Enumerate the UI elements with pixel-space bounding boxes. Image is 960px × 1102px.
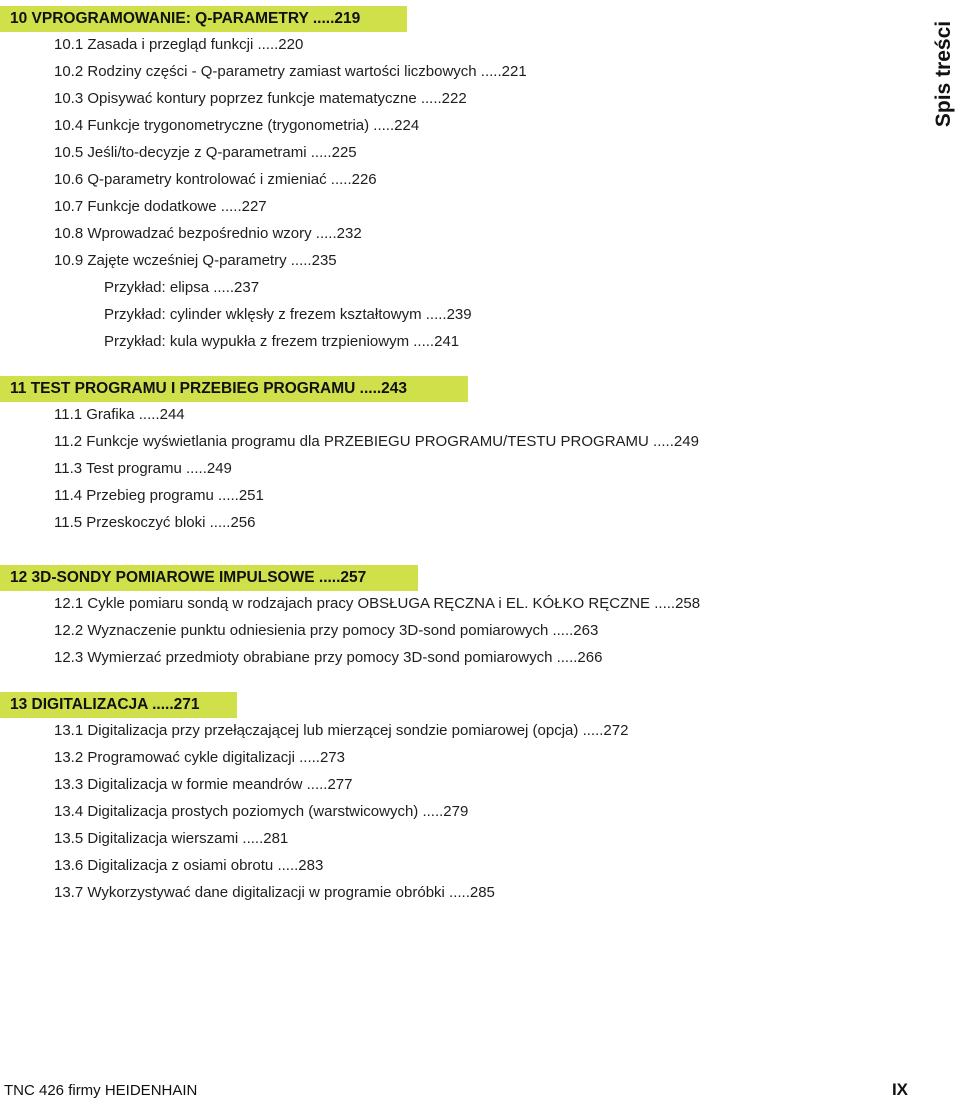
toc-entry-13-1[interactable]: 13.1 Digitalizacja przy przełączającej lub mierzącej sondzie pomiarowej (opcja) .....272: [54, 722, 629, 739]
footer-title: TNC 426 firmy HEIDENHAIN: [4, 1082, 198, 1099]
toc-entry-11-3[interactable]: 11.3 Test programu .....249: [54, 460, 232, 477]
toc-entry-13-3[interactable]: 13.3 Digitalizacja w formie meandrów .....277: [54, 776, 353, 793]
side-label-text: Spis treści: [932, 20, 955, 127]
toc-entry-10-3[interactable]: 10.3 Opisywać kontury poprzez funkcje matematyczne .....222: [54, 90, 467, 107]
toc-example-cylinder[interactable]: Przykład: cylinder wklęsły z frezem kształtowym .....239: [104, 306, 472, 323]
toc-entry-13-4[interactable]: 13.4 Digitalizacja prostych poziomych (warstwicowych) .....279: [54, 803, 469, 820]
chapter-10-header[interactable]: 10 VPROGRAMOWANIE: Q-PARAMETRY .....219: [0, 6, 407, 32]
chapter-11-header[interactable]: 11 TEST PROGRAMU I PRZEBIEG PROGRAMU .....243: [0, 376, 468, 402]
toc-entry-10-1[interactable]: 10.1 Zasada i przegląd funkcji .....220: [54, 36, 304, 53]
toc-entry-13-7[interactable]: 13.7 Wykorzystywać dane digitalizacji w programie obróbki .....285: [54, 884, 495, 901]
toc-entry-10-9[interactable]: 10.9 Zajęte wcześniej Q-parametry .....235: [54, 252, 337, 269]
chapter-12-header[interactable]: 12 3D-SONDY POMIAROWE IMPULSOWE .....257: [0, 565, 418, 591]
toc-entry-10-7[interactable]: 10.7 Funkcje dodatkowe .....227: [54, 198, 267, 215]
toc-entry-10-4[interactable]: 10.4 Funkcje trygonometryczne (trygonometria) .....224: [54, 117, 420, 134]
toc-entry-10-5[interactable]: 10.5 Jeśli/to-decyzje z Q-parametrami .....225: [54, 144, 357, 161]
toc-entry-12-2[interactable]: 12.2 Wyznaczenie punktu odniesienia przy pomocy 3D-sond pomiarowych .....263: [54, 622, 599, 639]
toc-entry-11-5[interactable]: 11.5 Przeskoczyć bloki .....256: [54, 514, 256, 531]
side-tab-label: [934, 6, 954, 141]
toc-entry-11-1[interactable]: 11.1 Grafika .....244: [54, 406, 185, 423]
toc-example-ellipse[interactable]: Przykład: elipsa .....237: [104, 279, 260, 296]
toc-entry-12-3[interactable]: 12.3 Wymierzać przedmioty obrabiane przy pomocy 3D-sond pomiarowych .....266: [54, 649, 603, 666]
toc-entry-13-6[interactable]: 13.6 Digitalizacja z osiami obrotu .....283: [54, 857, 324, 874]
toc-entry-13-2[interactable]: 13.2 Programować cykle digitalizacji .....273: [54, 749, 345, 766]
toc-entry-11-2[interactable]: 11.2 Funkcje wyświetlania programu dla PRZEBIEGU PROGRAMU/TESTU PROGRAMU .....249: [54, 433, 699, 450]
toc-entry-12-1[interactable]: 12.1 Cykle pomiaru sondą w rodzajach pracy OBSŁUGA RĘCZNA i EL. KÓŁKO RĘCZNE .....258: [54, 595, 701, 612]
toc-example-sphere[interactable]: Przykład: kula wypukła z frezem trzpieniowym .....241: [104, 333, 460, 350]
page-number: IX: [891, 1080, 908, 1099]
toc-entry-13-5[interactable]: 13.5 Digitalizacja wierszami .....281: [54, 830, 289, 847]
toc-entry-10-6[interactable]: 10.6 Q-parametry kontrolować i zmieniać .....226: [54, 171, 377, 188]
chapter-13-header[interactable]: 13 DIGITALIZACJA .....271: [0, 692, 237, 718]
toc-entry-10-2[interactable]: 10.2 Rodziny części - Q-parametry zamiast wartości liczbowych .....221: [54, 63, 527, 80]
toc-entry-11-4[interactable]: 11.4 Przebieg programu .....251: [54, 487, 264, 504]
toc-entry-10-8[interactable]: 10.8 Wprowadzać bezpośrednio wzory .....232: [54, 225, 362, 242]
